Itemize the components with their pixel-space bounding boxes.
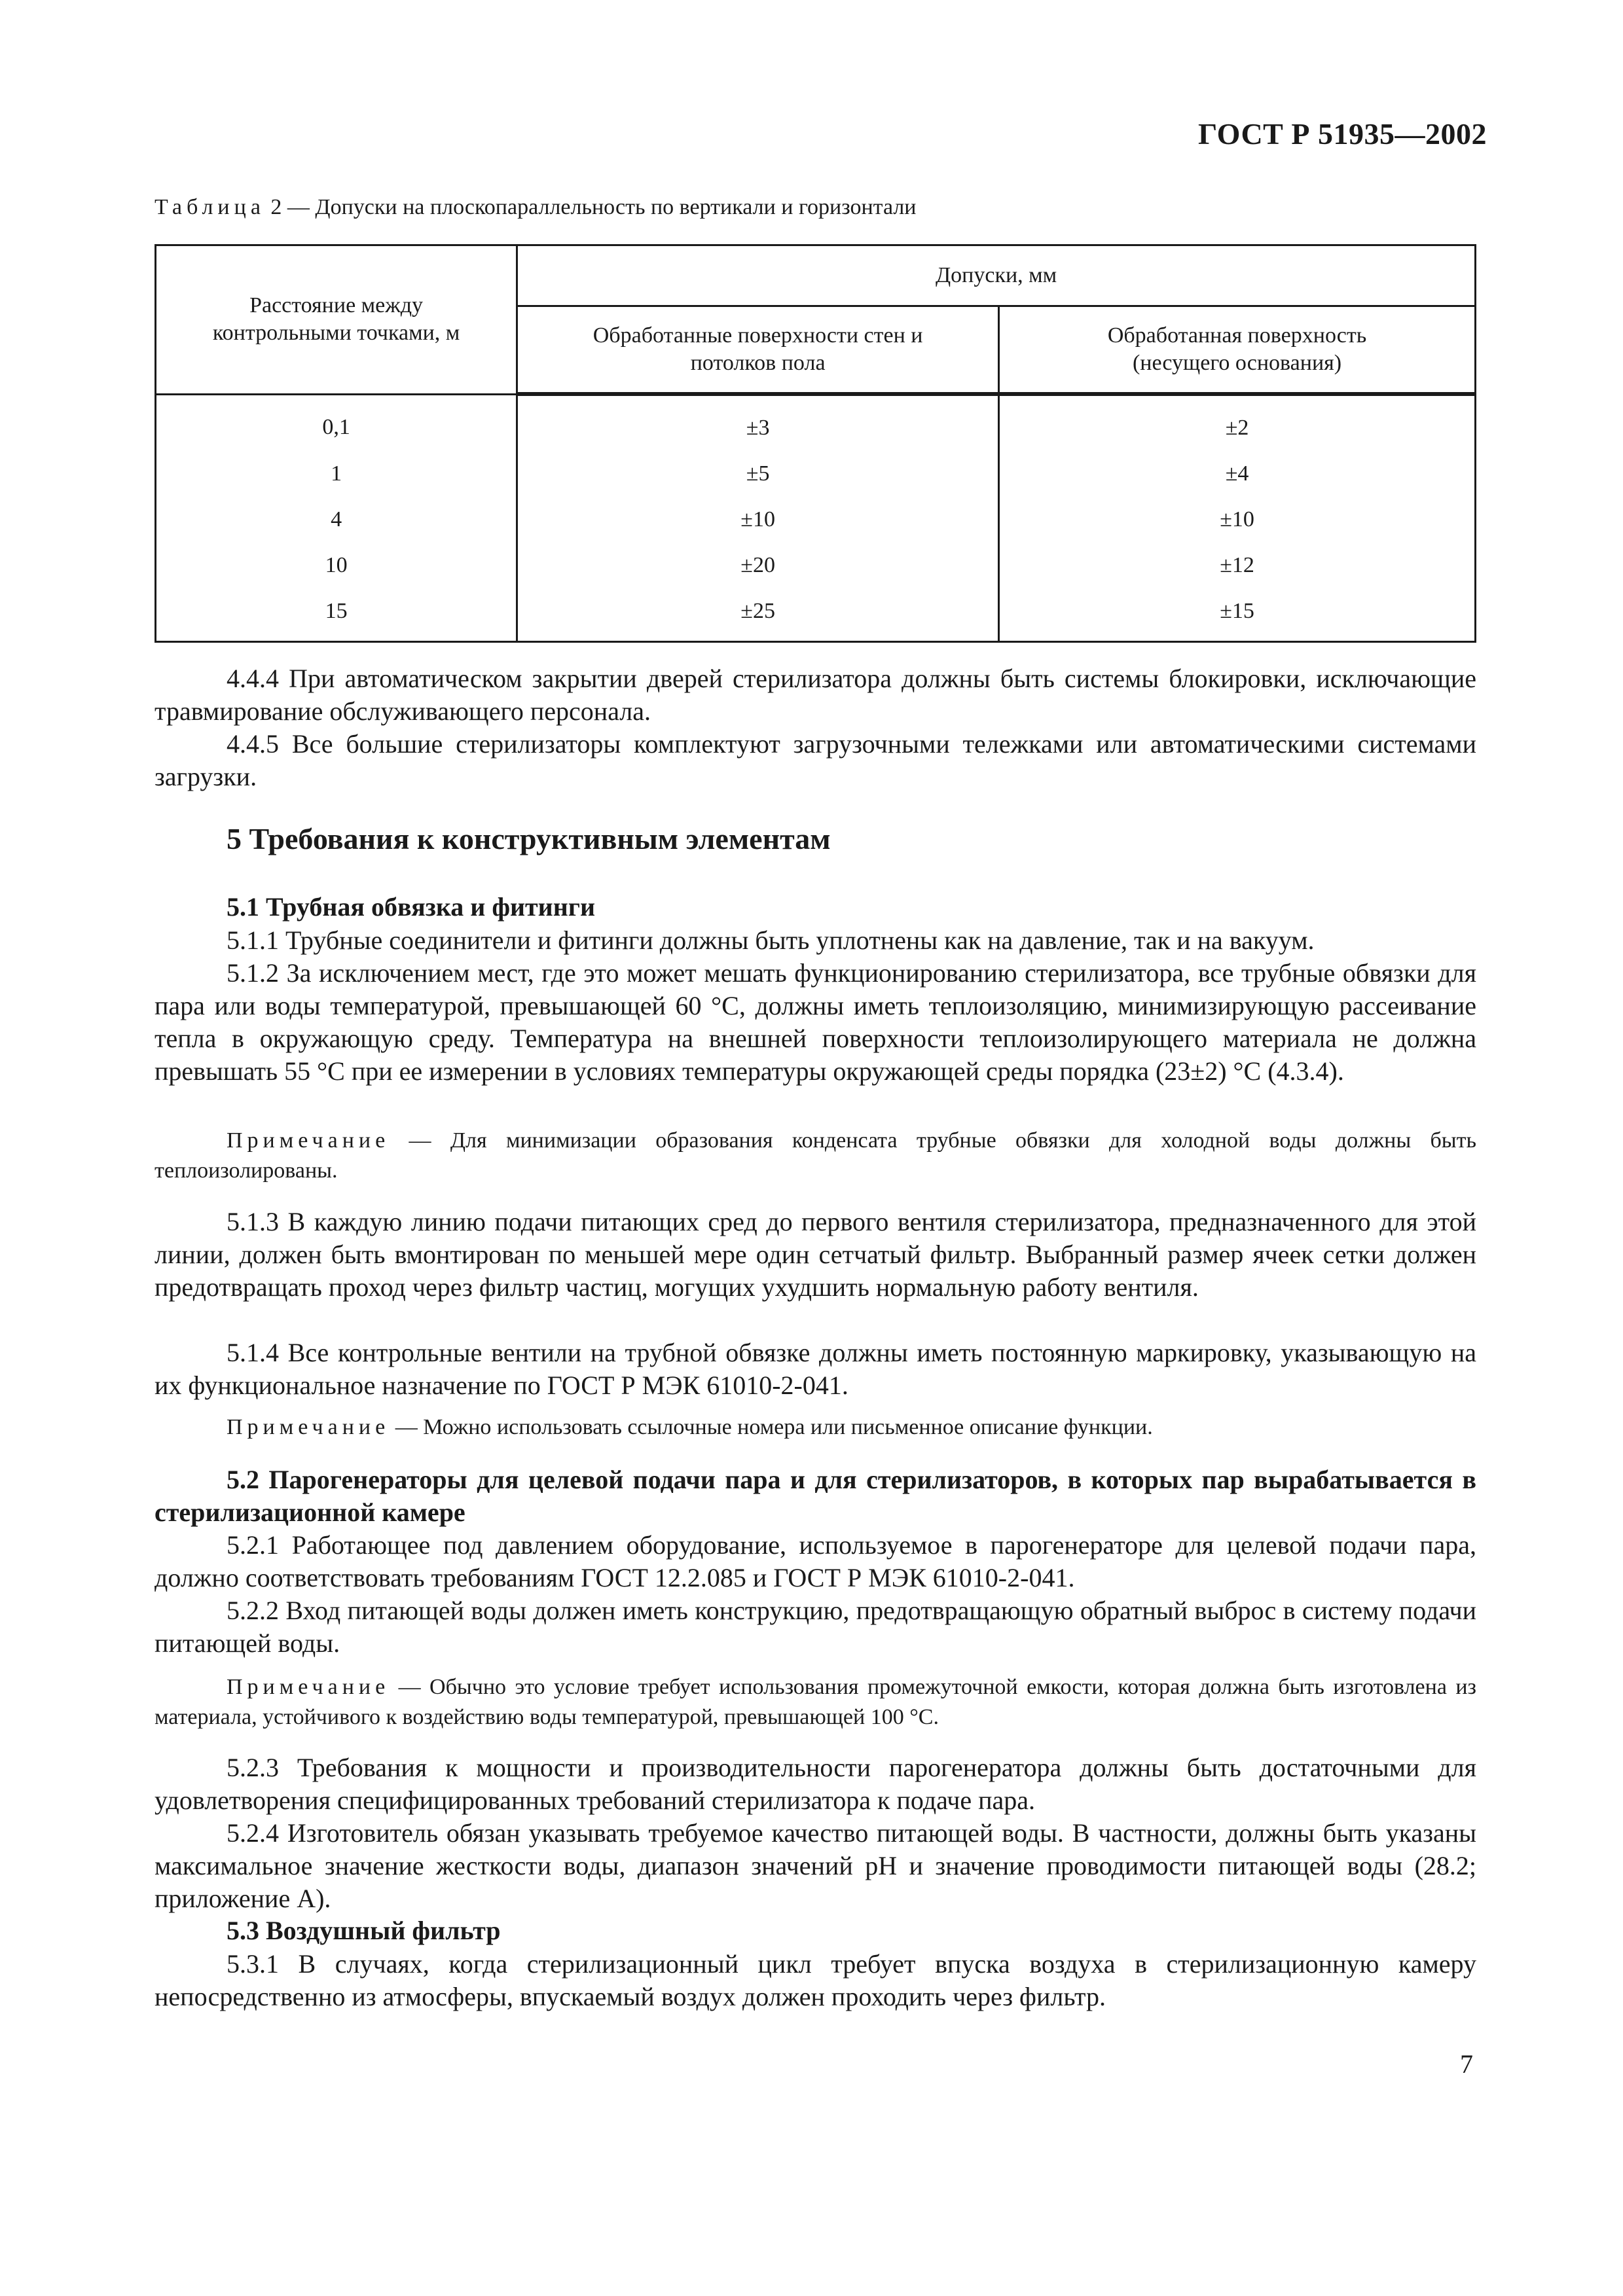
table-header-distance: Расстояние между контрольными точками, м — [156, 245, 517, 395]
cell-walls: ±25 — [517, 588, 999, 642]
cell-walls: ±20 — [517, 543, 999, 588]
cell-distance: 15 — [156, 588, 517, 642]
note-1: Примечание — Для минимизации образования конденсата трубные обвязки для холодной воды должны быть теплоизолированы. — [155, 1128, 1476, 1183]
paragraph-5-1-3: 5.1.3 В каждую линию подачи питающих сред до первого вентиля стерилизатора, предназначенного для этой линии, должен быть вмонтирован по меньшей мере один сетчатый фильтр. Выбранный размер ячеек сетки должен предотвращать проход через фильтр частиц, могущих ухудшить нормальную работу вентиля. — [155, 1207, 1476, 1302]
table-row — [156, 588, 1476, 642]
cell-base: ±10 — [999, 497, 1476, 543]
table-header-tolerances: Допуски, мм — [517, 245, 1476, 306]
table-row — [156, 497, 1476, 543]
cell-distance: 0,1 — [156, 394, 517, 451]
document-header: ГОСТ Р 51935—2002 — [1198, 117, 1487, 151]
section-5-1-heading: 5.1 Трубная обвязка и фитинги — [227, 892, 595, 922]
paragraph-4-4-4: 4.4.4 При автоматическом закрытии дверей стерилизатора должны быть системы блокировки, исключающие травмирование обслуживающего персонала. — [155, 664, 1476, 726]
note-label: Примечание — [227, 1675, 390, 1699]
table-row — [156, 451, 1476, 497]
note-label: Примечание — [227, 1128, 390, 1153]
cell-walls: ±5 — [517, 451, 999, 497]
table-row — [156, 543, 1476, 588]
paragraph-5-1-2: 5.1.2 За исключением мест, где это может мешать функционированию стерилизатора, все трубные обвязки для пара или воды температурой, превышающей 60 °С, должны иметь теплоизоляцию, минимизирующую рассеивание тепла в окружающую среду. Температура на внешней поверхности теплоизолирующего материала не должна превышать 55 °С при ее измерении в условиях температуры окружающей среды порядка (23±2) °С (4.3.4). — [155, 958, 1476, 1086]
cell-base: ±2 — [999, 394, 1476, 451]
paragraph-5-2-4: 5.2.4 Изготовитель обязан указывать требуемое качество питающей воды. В частности, должны быть указаны максимальное значение жесткости воды, диапазон значений рН и значение проводимости питающей воды (28.2; приложение А). — [155, 1818, 1476, 1913]
cell-walls: ±3 — [517, 394, 999, 451]
table-caption-text: 2 — Допуски на плоскопараллельность по вертикали и горизонтали — [264, 195, 917, 219]
table-row — [156, 394, 1476, 451]
cell-distance: 4 — [156, 497, 517, 543]
note-2: Примечание — Можно использовать ссылочные номера или письменное описание функции. — [227, 1415, 1153, 1439]
section-5-heading: 5 Требования к конструктивным элементам — [227, 822, 831, 855]
paragraph-5-2-2: 5.2.2 Вход питающей воды должен иметь конструкцию, предотвращающую обратный выброс в систему подачи питающей воды. — [155, 1596, 1476, 1658]
cell-base: ±15 — [999, 588, 1476, 642]
cell-base: ±12 — [999, 543, 1476, 588]
cell-distance: 10 — [156, 543, 517, 588]
table-header-walls: Обработанные поверхности стен и потолков пола — [517, 306, 999, 395]
paragraph-5-2-3: 5.2.3 Требования к мощности и производительности парогенератора должны быть достаточными для удовлетворения специфицированных требований стерилизатора к подаче пара. — [155, 1753, 1476, 1815]
note-3: Примечание — Обычно это условие требует использования промежуточной емкости, которая должна быть изготовлена из материала, устойчивого к воздействию воды температурой, превышающей 100 °С. — [155, 1675, 1476, 1729]
paragraph-5-1-4: 5.1.4 Все контрольные вентили на трубной обвязке должны иметь постоянную маркировку, указывающую на их функциональное назначение по ГОСТ Р МЭК 61010-2-041. — [155, 1338, 1476, 1400]
tolerance-table — [155, 244, 1476, 643]
table-caption — [155, 195, 917, 220]
table-header-base: Обработанная поверхность (несущего основания) — [999, 306, 1476, 395]
note-label: Примечание — [227, 1415, 390, 1439]
cell-walls: ±10 — [517, 497, 999, 543]
paragraph-4-4-5: 4.4.5 Все большие стерилизаторы комплектуют загрузочными тележками или автоматическими системами загрузки. — [155, 729, 1476, 791]
section-5-2-heading: 5.2 Парогенераторы для целевой подачи пара и для стерилизаторов, в которых пар вырабатывается в стерилизационной камере — [155, 1465, 1476, 1527]
paragraph-5-3-1: 5.3.1 В случаях, когда стерилизационный цикл требует впуска воздуха в стерилизационную камеру непосредственно из атмосферы, впускаемый воздух должен проходить через фильтр. — [155, 1949, 1476, 2011]
cell-distance: 1 — [156, 451, 517, 497]
cell-base: ±4 — [999, 451, 1476, 497]
section-5-3-heading: 5.3 Воздушный фильтр — [227, 1916, 501, 1945]
table-caption-prefix: Таблица — [155, 195, 265, 219]
paragraph-5-2-1: 5.2.1 Работающее под давлением оборудование, используемое в парогенераторе для целевой подачи пара, должно соответствовать требованиям ГОСТ 12.2.085 и ГОСТ Р МЭК 61010-2-041. — [155, 1530, 1476, 1592]
page-number: 7 — [1460, 2049, 1473, 2079]
paragraph-5-1-1: 5.1.1 Трубные соединители и фитинги должны быть уплотнены как на давление, так и на вакуум. — [227, 925, 1315, 955]
